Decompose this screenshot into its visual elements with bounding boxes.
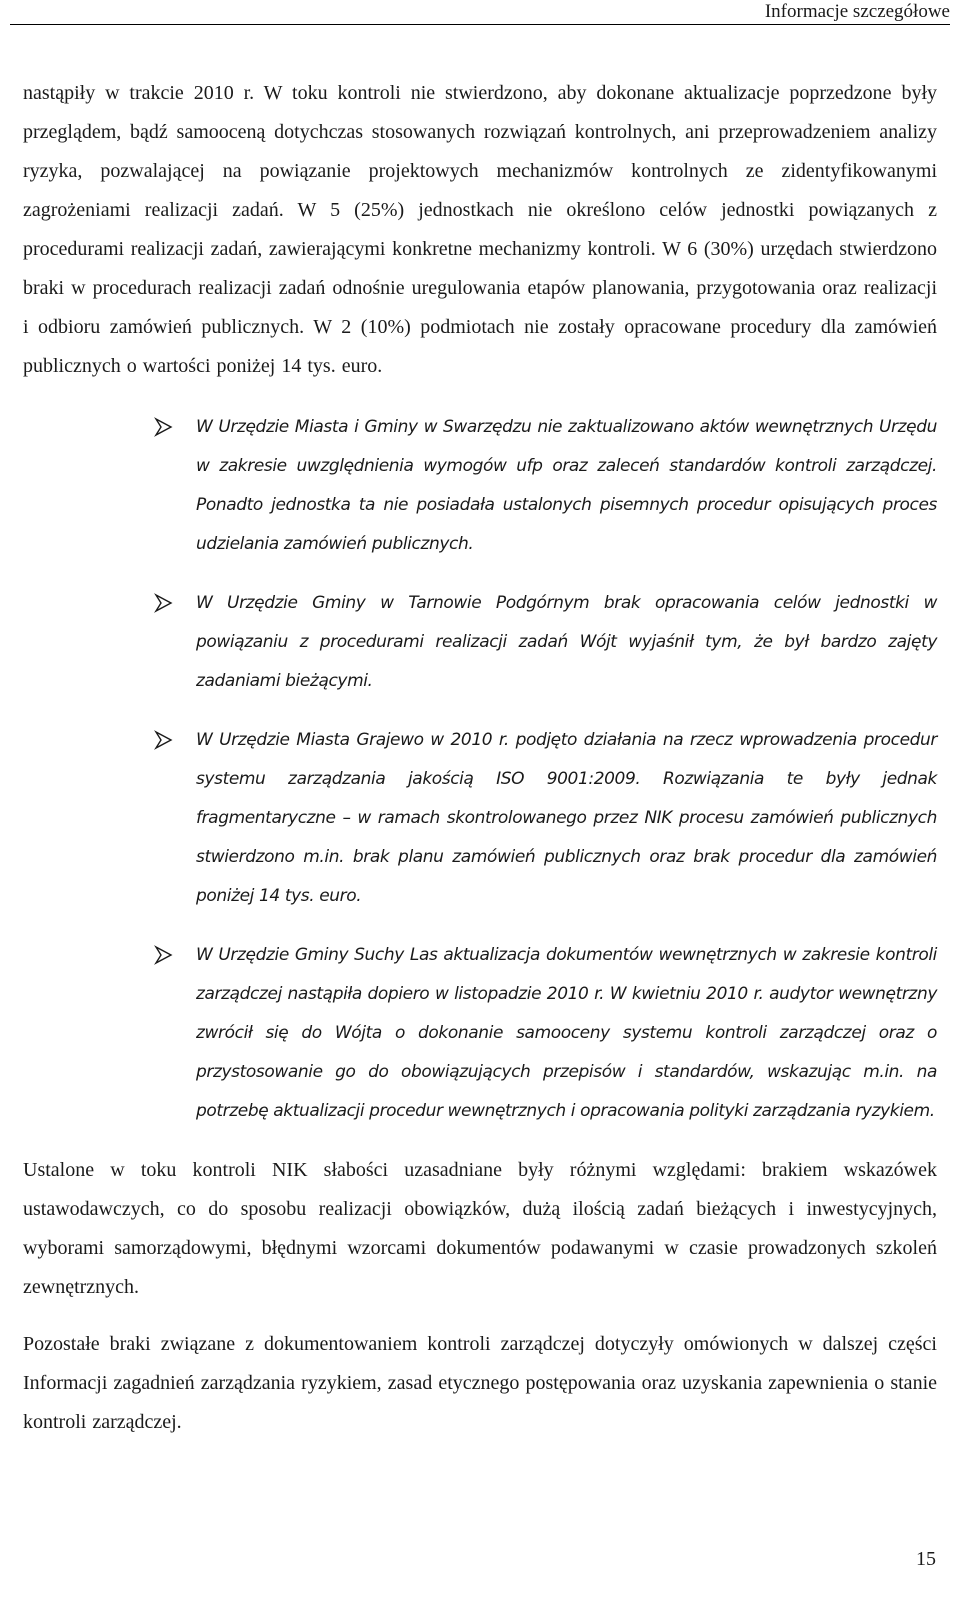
list-item [23,408,937,564]
arrowhead-bullet-icon [153,593,173,613]
list-item-text: W Urzędzie Gminy Suchy Las aktualizacja dokumentów wewnętrznych w zakresie kontroli zarządczej nastąpiła dopiero w listopadzie 2010 r. W kwietniu 2010 r. audytor wewnętrzny zwrócił się do Wójta o dokonanie samooceny systemu kontroli zarządczej oraz o przystosowanie go do obowiązujących przepisów i standardów, wskazując m.in. na potrzebę aktualizacji procedur wewnętrznych i opracowania polityki zarządzania ryzykiem. [196,945,937,1121]
intro-paragraph: nastąpiły w trakcie 2010 r. W toku kontroli nie stwierdzono, aby dokonane aktualizacje poprzedzone były przeglądem, bądź samooceną dotychczas stosowanych rozwiązań kontrolnych, ani przeprowadzeniem analizy ryzyka, pozwalającej na powiązanie projektowych mechanizmów kontrolnych ze zidentyfikowanymi zagrożeniami realizacji zadań. W 5 (25%) jednostkach nie określono celów jednostki powiązanych z procedurami realizacji zadań, zawierającymi konkretne mechanizmy kontroli. W 6 (30%) urzędach stwierdzono braki w procedurach realizacji zadań odnośnie uregulowania etapów planowania, przygotowania oraz realizacji i odbioru zamówień publicznych. W 2 (10%) podmiotach nie zostały opracowane procedury dla zamówień publicznych o wartości poniżej 14 tys. euro. [23,82,937,377]
list-item [23,584,937,701]
other-deficiencies-paragraph: Pozostałe braki związane z dokumentowaniem kontroli zarządczej dotyczyły omówionych w dalszej części Informacji zagadnień zarządzania ryzykiem, zasad etycznego postępowania oraz uzyskania zapewnienia o stanie kontroli zarządczej. [23,1333,937,1433]
list-item-text: W Urzędzie Gminy w Tarnowie Podgórnym brak opracowania celów jednostki w powiązaniu z procedurami realizacji zadań Wójt wyjaśnił tym, że był bardzo zajęty zadaniami bieżącymi. [196,593,937,691]
arrowhead-bullet-icon [153,945,173,965]
list-item [23,936,937,1131]
arrowhead-bullet-icon [153,730,173,750]
running-header: Informacje szczegółowe [10,0,950,25]
findings-list [23,408,937,1131]
list-item-text: W Urzędzie Miasta Grajewo w 2010 r. podjęto działania na rzecz wprowadzenia procedur systemu zarządzania jakością ISO 9001:2009. Rozwiązania te były jednak fragmentaryczne – w ramach skontrolowanego przez NIK procesu zamówień publicznych stwierdzono m.in. brak planu zamówień publicznych oraz brak procedur dla zamówień poniżej 14 tys. euro. [196,730,937,906]
weaknesses-paragraph: Ustalone w toku kontroli NIK słabości uzasadniane były różnymi względami: brakiem wskazówek ustawodawczych, co do sposobu realizacji obowiązków, dużą ilością zadań bieżących i inwestycyjnych, wyborami samorządowymi, błędnymi wzorcami dokumentów podawanymi w czasie prowadzonych szkoleń zewnętrznych. [23,1159,937,1298]
arrowhead-bullet-icon [153,417,173,437]
list-item-text: W Urzędzie Miasta i Gminy w Swarzędzu nie zaktualizowano aktów wewnętrznych Urzędu w zakresie uwzględnienia wymogów ufp oraz zaleceń standardów kontroli zarządczej. Ponadto jednostka ta nie posiadała ustalonych pisemnych procedur opisujących proces udzielania zamówień publicznych. [196,417,937,554]
page-content [23,74,937,1442]
page-number: 15 [916,1548,936,1570]
list-item [23,721,937,916]
